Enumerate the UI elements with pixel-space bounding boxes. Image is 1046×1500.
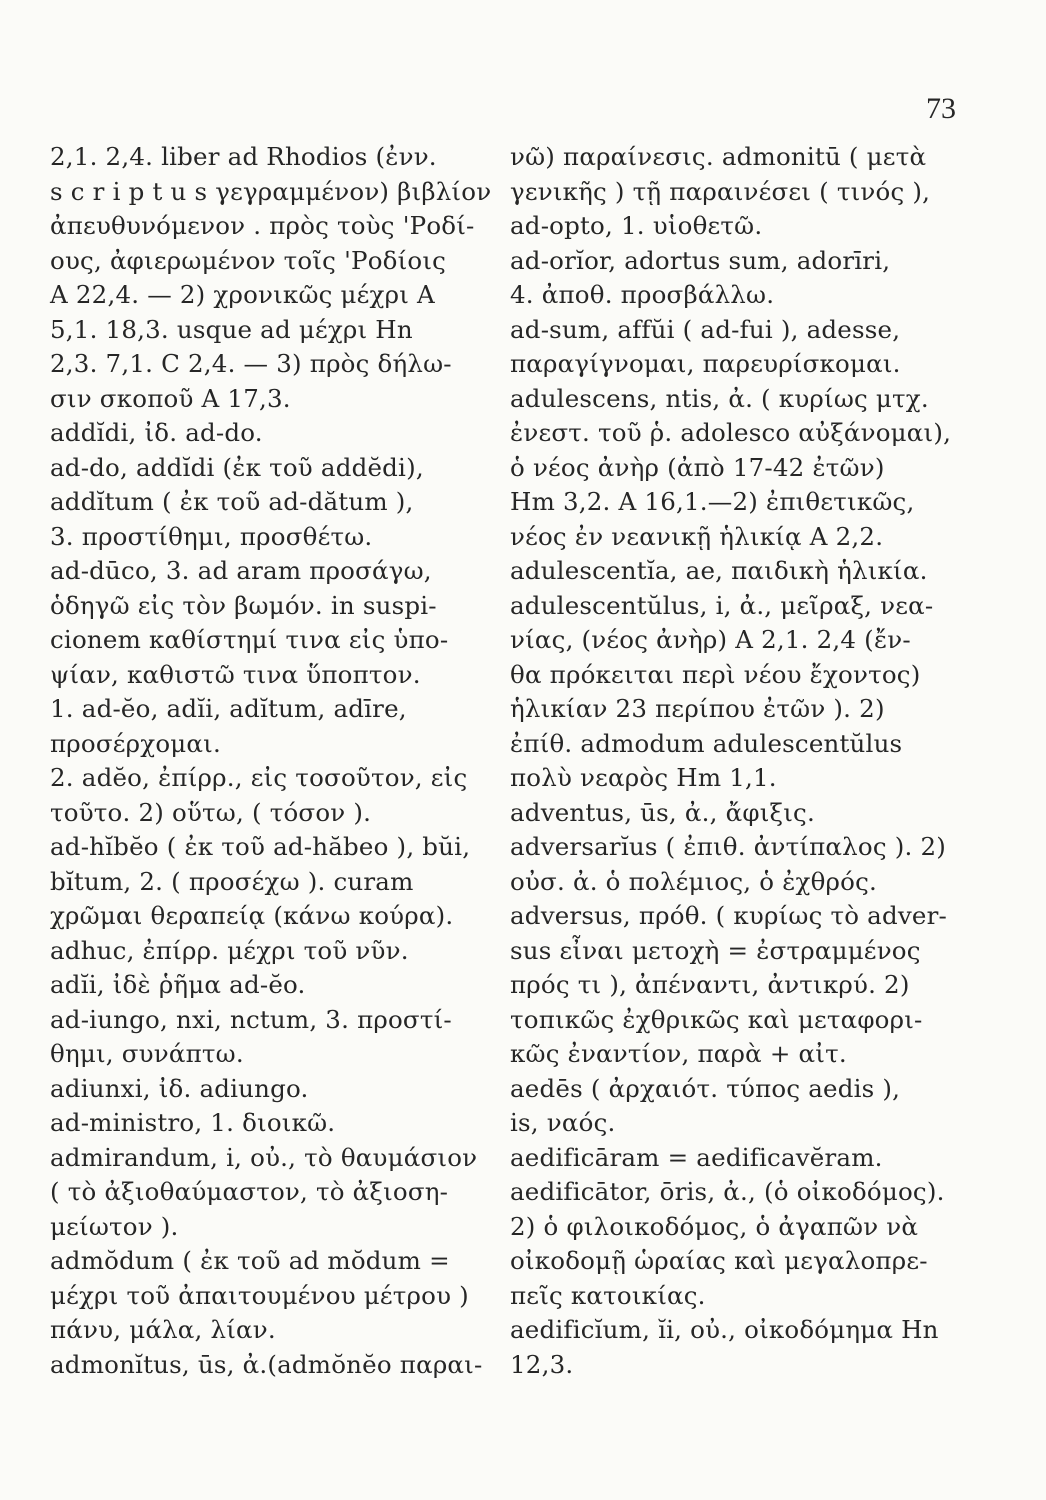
left-line: 2. adĕo, ἐπίρρ., εἰς τοσοῦτον, εἰς — [50, 763, 468, 792]
right-line: κῶς ἐναντίον, παρὰ + αἰτ. — [510, 1039, 847, 1068]
left-line: adhuc, ἐπίρρ. μέχρι τοῦ νῦν. — [50, 935, 409, 965]
right-line: adventus, ūs, ἀ., ἄφιξις. — [510, 797, 815, 827]
right-line: adversarĭus ( ἐπιθ. ἀντίπαλος ). 2) — [510, 832, 947, 861]
right-line: ad-orĭor, adortus sum, adorīri, — [510, 245, 891, 275]
right-line: οὐσ. ἀ. ὁ πολέμιος, ὁ ἐχθρός. — [510, 866, 877, 896]
left-line: 5,1. 18,3. usque ad μέχρι Hn — [50, 314, 413, 344]
left-line: adĭi, ἰδὲ ῥῆμα ad-ĕo. — [50, 970, 306, 999]
right-line: Hm 3,2. Α 16,1.—2) ἐπιθετικῶς, — [510, 487, 915, 516]
right-column — [510, 140, 950, 1382]
right-line: θα πρόκειται περὶ νέου ἔχοντος) — [510, 659, 921, 689]
left-line: Α 22,4. — 2) χρονικῶς μέχρι Α — [50, 280, 435, 309]
right-line: ἡλικίαν 23 περίπου ἐτῶν ). 2) — [510, 694, 885, 723]
left-line: ad-do, addĭdi (ἐκ τοῦ addĕdi), — [50, 452, 424, 482]
right-line: sus εἶναι μετοχὴ = ἐστραμμένος — [510, 935, 921, 965]
left-column — [50, 140, 490, 1382]
left-line: ad-dūco, 3. ad aram προσάγω, — [50, 556, 432, 585]
left-line: admonĭtus, ūs, ἀ.(admŏnĕo παραι- — [50, 1349, 483, 1379]
right-line: adulescentŭlus, i, ἀ., μεῖραξ, νεα- — [510, 590, 934, 620]
left-line: ἀπευθυνόμενον . πρὸς τοὺς 'Ροδί- — [50, 211, 475, 240]
left-line: χρῶμαι θεραπείᾳ (κάνω κούρα). — [50, 901, 454, 930]
right-line: ὁ νέος ἀνὴρ (ἀπὸ 17-42 ἐτῶν) — [510, 452, 885, 482]
right-line: 4. ἀποθ. προσβάλλω. — [510, 280, 775, 309]
left-line: πάνυ, μάλα, λίαν. — [50, 1315, 276, 1344]
left-line: ους, ἀφιερωμένον τοῖς 'Ροδίοις — [50, 245, 447, 275]
left-line: προσέρχομαι. — [50, 728, 221, 758]
right-line: ἐνεστ. τοῦ ῥ. adolesco αὐξάνομαι), — [510, 418, 952, 447]
right-line: adulescentĭa, ae, παιδικὴ ἡλικία. — [510, 556, 928, 585]
right-line: ἐπίθ. admodum adulescentŭlus — [510, 728, 903, 758]
right-line: is, ναός. — [510, 1108, 616, 1137]
right-line: νέος ἐν νεανικῇ ἡλικίᾳ Α 2,2. — [510, 521, 884, 551]
left-line: ad-ministro, 1. διοικῶ. — [50, 1108, 336, 1137]
left-line: s c r i p t u s γεγραμμένον) βιβλίον — [50, 176, 492, 206]
left-line: σιν σκοποῦ Α 17,3. — [50, 383, 291, 413]
left-line: cionem καθίστημί τινα εἰς ὑπο- — [50, 625, 449, 654]
left-line: ad-iungo, nxi, nctum, 3. προστί- — [50, 1004, 452, 1034]
right-line: aedēs ( ἀρχαιότ. τύπος aedis ), — [510, 1073, 901, 1103]
left-line: τοῦτο. 2) οὕτω, ( τόσον ). — [50, 797, 372, 827]
right-line: aedificāram = aedificavĕram. — [510, 1142, 883, 1172]
right-line: νίας, (νέος ἀνὴρ) Α 2,1. 2,4 (ἔν- — [510, 625, 911, 654]
right-line: aedificĭum, ĭi, οὐ., οἰκοδόμημα Hn — [510, 1315, 939, 1344]
right-line: νῶ) παραίνεσις. admonitū ( μετὰ — [510, 142, 927, 171]
page-number: 73 — [926, 92, 956, 125]
right-line: πρός τι ), ἀπέναντι, ἀντικρύ. 2) — [510, 970, 910, 999]
left-line: 2,3. 7,1. C 2,4. — 3) πρὸς δήλω- — [50, 349, 452, 378]
left-line: addĭtum ( ἐκ τοῦ ad-dătum ), — [50, 487, 414, 516]
left-line: ad-hĭbĕo ( ἐκ τοῦ ad-hăbeo ), bŭi, — [50, 832, 471, 861]
right-line: ad-sum, affŭi ( ad-fui ), adesse, — [510, 314, 901, 344]
right-line: γενικῆς ) τῇ παραινέσει ( τινός ), — [510, 176, 931, 206]
right-line: τοπικῶς ἐχθρικῶς καὶ μεταφορι- — [510, 1004, 923, 1034]
left-line: ὁδηγῶ εἰς τὸν βωμόν. in suspi- — [50, 590, 437, 620]
right-line: adulescens, ntis, ἀ. ( κυρίως μτχ. — [510, 383, 929, 413]
left-line: admirandum, i, οὐ., τὸ θαυμάσιον — [50, 1142, 478, 1172]
right-line: adversus, πρόθ. ( κυρίως τὸ adver- — [510, 901, 947, 930]
right-line: πεῖς κατοικίας. — [510, 1280, 706, 1310]
left-line: adiunxi, ἰδ. adiungo. — [50, 1073, 309, 1103]
left-line: 2,1. 2,4. liber ad Rhodios (ἐνν. — [50, 142, 437, 171]
right-line: 12,3. — [510, 1349, 574, 1379]
right-line: πολὺ νεαρὸς Hm 1,1. — [510, 763, 777, 792]
left-line: μείωτον ). — [50, 1211, 179, 1241]
right-line: 2) ὁ φιλοικοδόμος, ὁ ἀγαπῶν νὰ — [510, 1211, 919, 1241]
right-line: οἰκοδομῇ ὡραίας καὶ μεγαλοπρε- — [510, 1246, 928, 1275]
right-line: aedificātor, ōris, ἀ., (ὁ οἰκοδόμος). — [510, 1177, 945, 1206]
left-line: 3. προστίθημι, προσθέτω. — [50, 521, 373, 551]
left-line: admŏdum ( ἐκ τοῦ ad mŏdum = — [50, 1246, 450, 1275]
left-line: ψίαν, καθιστῶ τινα ὕποπτον. — [50, 659, 421, 689]
left-line: θημι, συνάπτω. — [50, 1039, 244, 1068]
right-line: παραγίγνομαι, παρευρίσκομαι. — [510, 349, 901, 378]
left-line: bĭtum, 2. ( προσέχω ). curam — [50, 866, 414, 896]
left-line: ( τὸ ἀξιοθαύμαστον, τὸ ἀξιοση- — [50, 1177, 449, 1206]
left-line: addĭdi, ἰδ. ad-do. — [50, 418, 263, 447]
left-line: μέχρι τοῦ ἀπαιτουμένου μέτρου ) — [50, 1280, 469, 1310]
left-line: 1. ad-ĕo, adĭi, adĭtum, adīre, — [50, 694, 407, 723]
right-line: ad-opto, 1. υἱοθετῶ. — [510, 211, 763, 240]
